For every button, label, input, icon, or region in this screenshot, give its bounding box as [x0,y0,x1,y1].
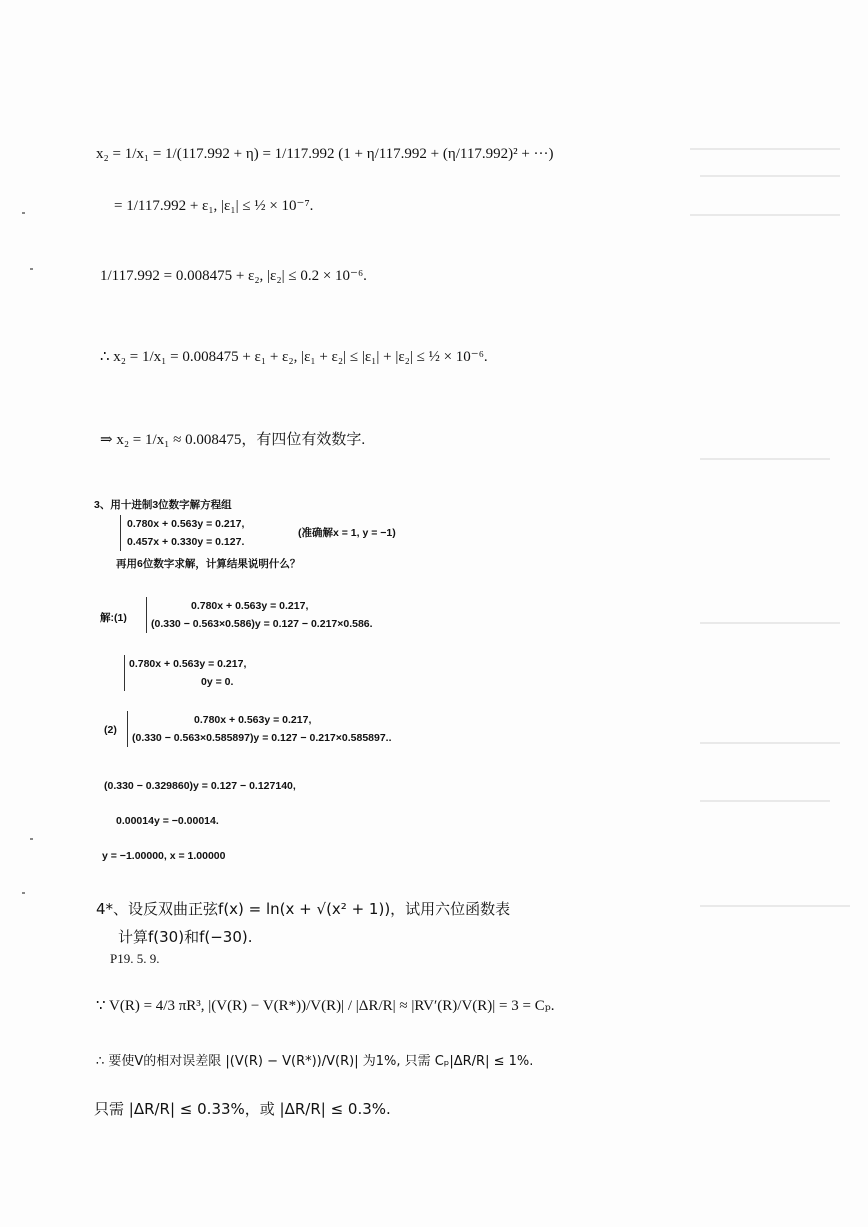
problem-3-question: 再用6位数字求解，计算结果说明什么？ [116,558,301,570]
solution-2-eq1: 0.780x + 0.563y = 0.217, [194,714,312,726]
equation-relative-error-requirement: ∴ 要使V的相对误差限 |(V(R) − V(R*))/V(R)| 为1%, 只需 Cₚ|ΔR/R| ≤ 1%. [96,1054,534,1069]
solution-1-reduced-eq2: 0y = 0. [201,676,234,688]
bleed-through-mark [690,148,840,150]
bleed-through-mark [700,905,850,907]
problem-3-system [120,515,244,551]
solution-1-eq2: (0.330 − 0.563×0.586)y = 0.127 − 0.217×0.586. [151,618,373,630]
bleed-through-mark [700,622,840,624]
problem-4-reference: P19. 5. 9. [110,951,160,966]
scan-dot [22,212,25,214]
solution-2-system [127,711,392,747]
scan-dot [30,838,33,840]
equation-reciprocal-approx: 1/117.992 = 0.008475 + ε₂, |ε₂| ≤ 0.2 × 10⁻⁶. [100,268,367,284]
equation-final-bound: 只需 |ΔR/R| ≤ 0.33%，或 |ΔR/R| ≤ 0.3%. [94,1100,391,1118]
problem-4-task: 计算f(30)和f(−30). [118,928,253,946]
solution-2-step-1: (0.330 − 0.329860)y = 0.127 − 0.127140, [104,780,296,792]
solution-label-1: 解:(1) [100,612,127,624]
equation-volume-condition: ∵ V(R) = 4/3 πR³, |(V(R) − V(R*))/V(R)| / |ΔR/R| ≈ |RV′(R)/V(R)| = 3 = Cₚ. [96,998,555,1014]
bleed-through-mark [700,800,830,802]
bleed-through-mark [700,458,830,460]
bleed-through-mark [700,175,840,177]
solution-2-eq2: (0.330 − 0.563×0.585897)y = 0.127 − 0.217×0.585897.. [132,732,392,744]
equation-x2-expansion: x₂ = 1/x₁ = 1/(117.992 + η) = 1/117.992 (1 + η/117.992 + (η/117.992)² + ···) [96,146,554,162]
solution-1-eq1: 0.780x + 0.563y = 0.217, [191,600,309,612]
equation-conclusion: ⇒ x₂ = 1/x₁ ≈ 0.008475，有四位有效数字. [100,432,366,448]
solution-2-step-2: 0.00014y = −0.00014. [116,815,219,827]
equation-therefore-x2: ∴ x₂ = 1/x₁ = 0.008475 + ε₁ + ε₂, |ε₁ + ε₂| ≤ |ε₁| + |ε₂| ≤ ½ × 10⁻⁶. [100,349,488,365]
scan-dot [30,268,33,270]
problem-4-statement: 4*、设反双曲正弦f(x) = ln(x + √(x² + 1))，试用六位函数表 [96,900,511,918]
solution-1-reduced-eq1: 0.780x + 0.563y = 0.217, [129,658,247,670]
problem-3-title: 3、用十进制3位数字解方程组 [94,499,232,511]
problem-3-eq2: 0.457x + 0.330y = 0.127. [127,536,245,548]
equation-x2-error: = 1/117.992 + ε₁, |ε₁| ≤ ½ × 10⁻⁷. [114,198,314,214]
solution-label-2: (2) [104,724,117,736]
bleed-through-mark [700,742,840,744]
solution-1-reduced [124,655,246,691]
bleed-through-mark [690,214,840,216]
problem-3-eq1: 0.780x + 0.563y = 0.217, [127,518,245,530]
solution-2-result: y = −1.00000, x = 1.00000 [102,850,226,862]
solution-1-system [146,597,373,633]
scan-dot [22,892,25,894]
problem-3-exact-solution: (准确解x = 1, y = −1) [298,527,396,539]
